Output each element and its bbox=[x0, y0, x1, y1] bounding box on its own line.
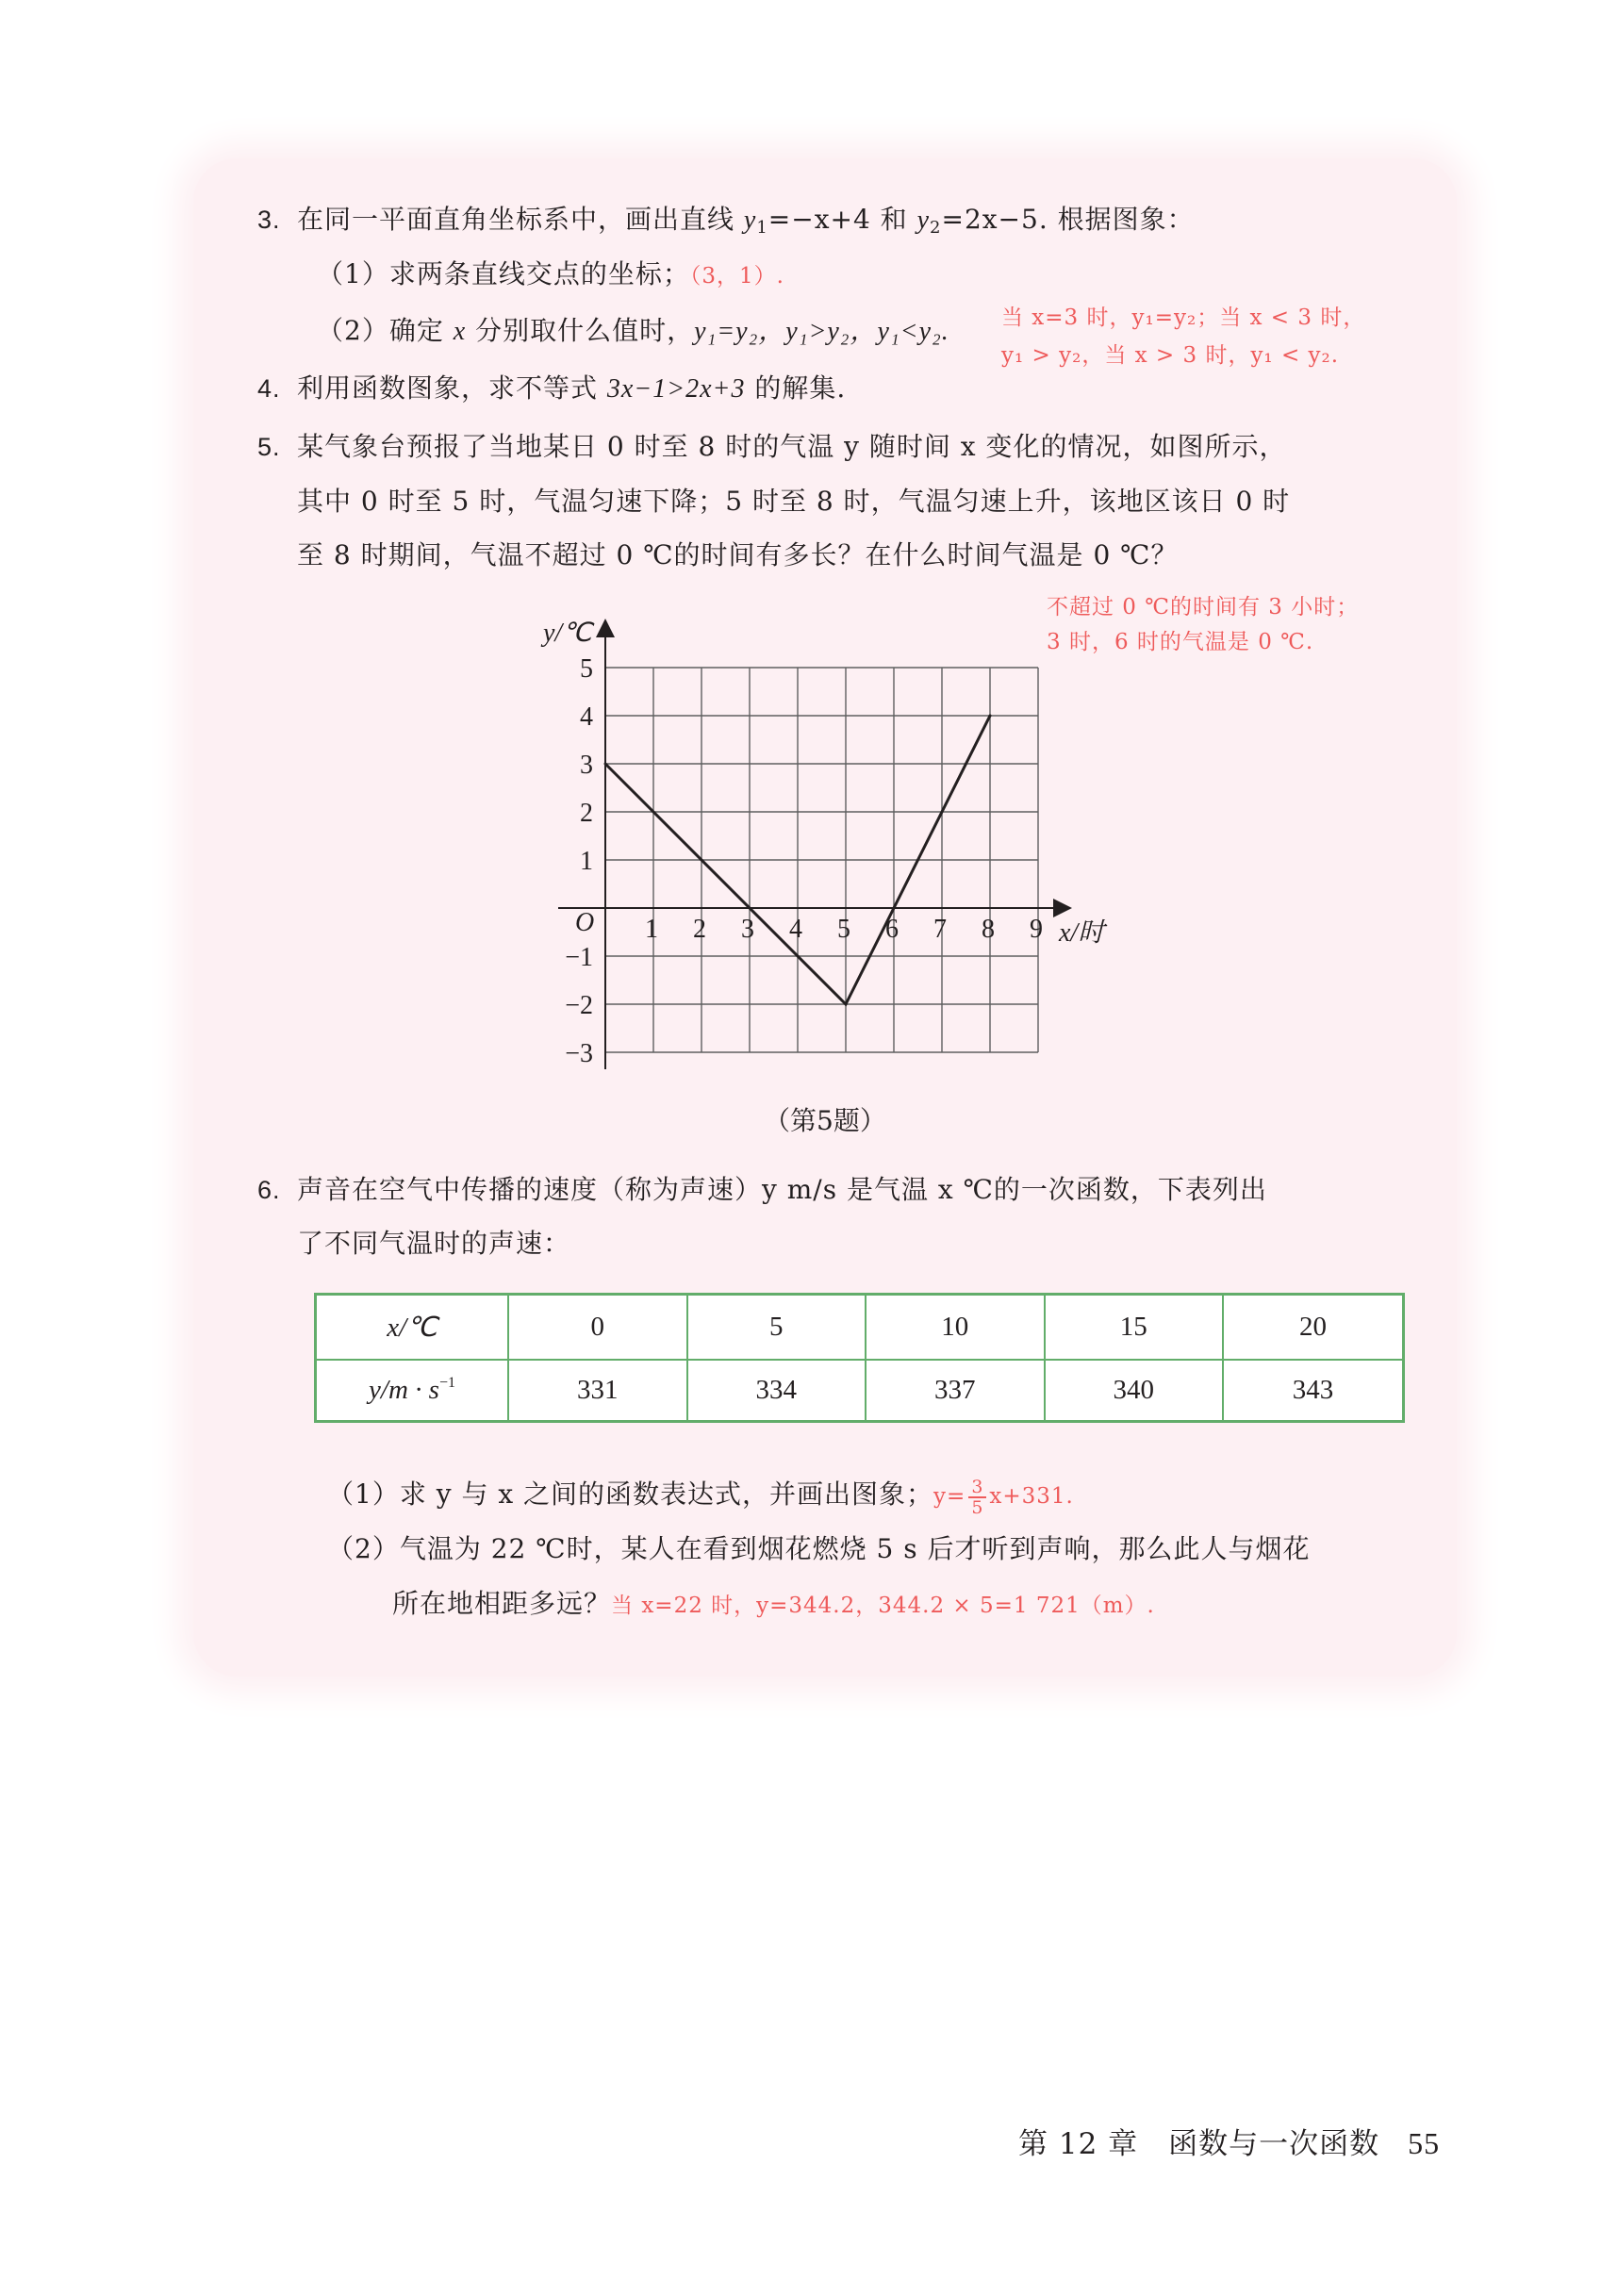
x-axis-label: x/时 bbox=[1059, 918, 1105, 948]
x-tick-label: 9 bbox=[1030, 915, 1043, 944]
table-cell: 20 bbox=[1223, 1295, 1404, 1360]
q6-sub2-line-2: 所在地相距多远？当 x=22 时，y=344.2，344.2 × 5=1 721（m）. bbox=[392, 1588, 1155, 1619]
x-tick-label: 2 bbox=[693, 915, 706, 944]
x-tick-label: 8 bbox=[982, 915, 995, 944]
chart-tick-labels bbox=[540, 619, 1108, 1068]
table-cell: 0 bbox=[508, 1295, 687, 1360]
q3-answer-line-2: y₁ > y₂，当 x > 3 时，y₁ < y₂. bbox=[1001, 343, 1340, 368]
q6-sub2-line-1: （2）气温为 22 ℃时，某人在看到烟花燃烧 5 s 后才听到声响，那么此人与烟花 bbox=[327, 1533, 1311, 1564]
q5-line-1: 5. 某气象台预报了当地某日 0 时至 8 时的气温 y 随时间 x 变化的情况，如图所示， bbox=[257, 428, 1286, 466]
page-number: 55 bbox=[1408, 2126, 1441, 2160]
q4-text: 4. 利用函数图象，求不等式 3x−1>2x+3 的解集. bbox=[257, 370, 846, 408]
q5-figure-caption: （第5题） bbox=[764, 1105, 886, 1136]
q6-number: 6. bbox=[257, 1176, 281, 1204]
q5-line-3: 至 8 时期间，气温不超过 0 ℃的时间有多长？在什么时间气温是 0 ℃？ bbox=[297, 539, 1179, 570]
q5-line-2: 其中 0 时至 5 时，气温匀速下降；5 时至 8 时，气温匀速上升，该地区该日 0 时 bbox=[297, 486, 1291, 517]
y-tick-label: 1 bbox=[580, 847, 593, 876]
fraction: $\frac{3}{5}$ bbox=[968, 1478, 986, 1517]
table-cell: 331 bbox=[508, 1360, 687, 1422]
table-cell: 10 bbox=[866, 1295, 1045, 1360]
y-tick-label: −1 bbox=[565, 943, 593, 972]
x-tick-label: 3 bbox=[741, 915, 754, 944]
chapter-title: 第 12 章 函数与一次函数 bbox=[1018, 2127, 1380, 2161]
y-tick-label: 4 bbox=[580, 702, 593, 732]
q6-sub1: （1）求 y 与 x 之间的函数表达式，并画出图象；y= $\frac{3}{5}$ x+331. bbox=[327, 1477, 1074, 1518]
q6-line-2: 了不同气温时的声速： bbox=[297, 1228, 571, 1259]
q6-line-1: 6. 声音在空气中传播的速度（称为声速）y m/s 是气温 x ℃的一次函数，下表列出 bbox=[257, 1171, 1267, 1209]
x-tick-label: 1 bbox=[645, 915, 658, 944]
chart-grid bbox=[605, 668, 1038, 1052]
series-data-point bbox=[845, 1003, 848, 1006]
q3-sub1-answer: （3，1）. bbox=[689, 264, 784, 289]
q3-number: 3. bbox=[257, 206, 281, 234]
q4-number: 4. bbox=[257, 374, 281, 403]
q5-answer-line-1: 不超过 0 ℃的时间有 3 小时； bbox=[1047, 595, 1360, 619]
q5-number: 5. bbox=[257, 433, 281, 461]
y-tick-label: 3 bbox=[580, 751, 593, 780]
table-header-x: x/℃ bbox=[316, 1295, 509, 1360]
origin-label: O bbox=[575, 908, 595, 937]
x-tick-label: 5 bbox=[837, 915, 850, 944]
q3-sub1: （1）求两条直线交点的坐标；（3，1）. bbox=[317, 258, 784, 289]
q5-answer-line-2: 3 时，6 时的气温是 0 ℃. bbox=[1047, 630, 1314, 654]
x-tick-label: 6 bbox=[885, 915, 899, 944]
speed-table bbox=[314, 1293, 1405, 1423]
series-data-point bbox=[989, 715, 992, 718]
table-row bbox=[316, 1360, 1404, 1422]
temperature-chart bbox=[528, 611, 1105, 1082]
table-row bbox=[316, 1295, 1404, 1360]
series-data-point bbox=[604, 763, 607, 766]
table-cell: 340 bbox=[1045, 1360, 1224, 1422]
q3-answer-line-1: 当 x=3 时，y₁=y₂；当 x < 3 时， bbox=[1001, 306, 1366, 330]
y-tick-label: 5 bbox=[580, 654, 593, 684]
page-footer bbox=[1018, 2120, 1440, 2162]
table-cell: 337 bbox=[866, 1360, 1045, 1422]
y-tick-label: −2 bbox=[565, 991, 593, 1020]
y-axis-label: y/℃ bbox=[543, 619, 592, 648]
y-tick-label: 2 bbox=[580, 799, 593, 828]
q3-sub2-conditions: y₁=y₂，y₁>y₂，y₁<y₂. bbox=[694, 317, 949, 346]
table-cell: 15 bbox=[1045, 1295, 1224, 1360]
y-tick-label: −3 bbox=[565, 1039, 593, 1068]
q3-sub2: （2）确定 x 分别取什么值时，y₁=y₂，y₁>y₂，y₁<y₂. bbox=[317, 315, 949, 346]
table-header-y: $y/m \cdot s^{-1}$ bbox=[316, 1360, 509, 1422]
table-cell: 343 bbox=[1223, 1360, 1404, 1422]
table-cell: 334 bbox=[687, 1360, 867, 1422]
x-tick-label: 7 bbox=[933, 915, 947, 944]
q3-intro: 3. 在同一平面直角坐标系中，画出直线 $y_1=-x+4$ 和 $y_2=2x-5$. 根据图象： bbox=[257, 201, 1195, 240]
x-tick-label: 4 bbox=[789, 915, 802, 944]
chart-axes bbox=[558, 622, 1068, 1069]
q6-sub2-answer: 当 x=22 时，y=344.2，344.2 × 5=1 721（m）. bbox=[611, 1594, 1155, 1618]
table-cell: 5 bbox=[687, 1295, 867, 1360]
q6-sub1-answer: y= $\frac{3}{5}$ x+331. bbox=[933, 1477, 1074, 1518]
